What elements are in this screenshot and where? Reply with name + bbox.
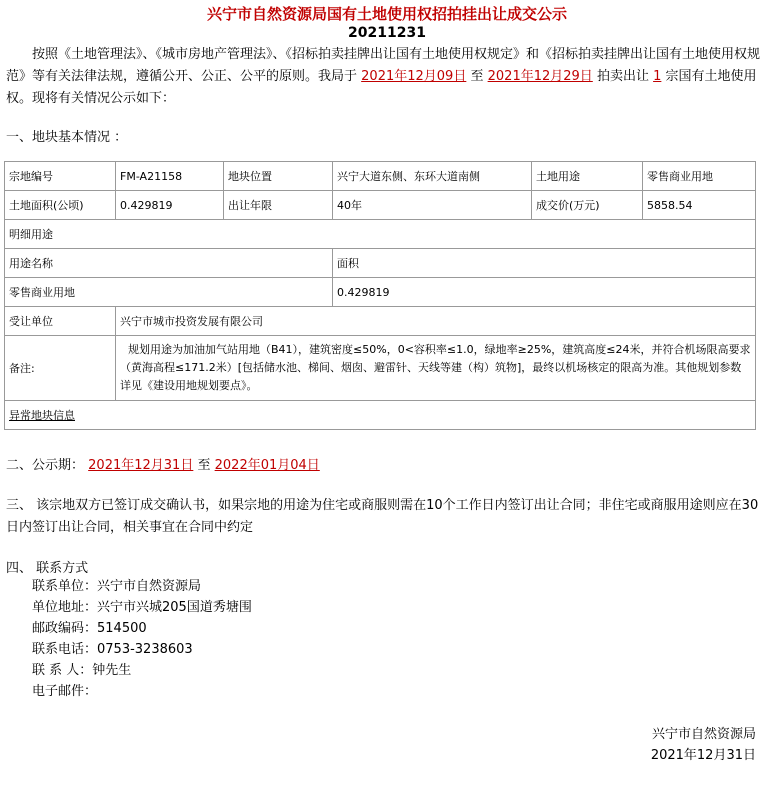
contact-unit: 联系单位：兴宁市自然资源局	[32, 579, 202, 594]
table-cell: 出让年限	[224, 191, 333, 220]
sign-org: 兴宁市自然资源局	[651, 727, 756, 742]
intro-text-1: 按照《土地管理法》、《城市房地产管理法》、《招标拍卖挂牌出让国有土地使用权规定》和《招标拍卖挂牌出让国有土地使用权规范》等有关法律法规，遵循公开、公正、公平的原则。我局于	[6, 47, 761, 84]
section-4-heading: 四、 联系方式	[6, 561, 89, 576]
contact-address: 单位地址：兴宁市兴城205国道秀塘围	[32, 600, 252, 615]
detail-use-heading: 明细用途	[5, 220, 756, 249]
contact-block	[32, 576, 774, 702]
table-row	[5, 162, 756, 191]
table-cell: 5858.54	[643, 191, 756, 220]
table-cell: 土地面积(公顷)	[5, 191, 116, 220]
contact-postcode: 邮政编码：514500	[32, 621, 147, 636]
land-info-table	[4, 161, 756, 430]
table-row	[5, 307, 756, 336]
table-cell: 用途名称	[5, 249, 333, 278]
remark-cell: 规划用途为加油加气站用地（B41），建筑密度≤50%，0<容积率≤1.0，绿地率≥25%，建筑高度≤24米，并符合机场限高要求（黄海高程≤171.2米）[包括储水池、梯间、烟囱、避雷针、天线等建（构）筑物]，最终以机场核定的限高为准。其他规划参数详见《建设用地规划要点》。	[116, 336, 756, 401]
table-cell: 零售商业用地	[643, 162, 756, 191]
table-cell: 成交价(万元)	[532, 191, 643, 220]
intro-to: 至	[470, 69, 484, 84]
intro-paragraph	[6, 44, 766, 110]
table-row	[5, 191, 756, 220]
sign-date: 2021年12月31日	[650, 748, 756, 763]
table-cell: 兴宁市城市投资发展有限公司	[116, 307, 756, 336]
table-cell: 受让单位	[5, 307, 116, 336]
intro-text-2: 拍卖出让	[596, 69, 649, 84]
section-2-label: 二、公示期：	[6, 458, 85, 473]
table-cell: 0.429819	[333, 278, 756, 307]
table-cell: 土地用途	[532, 162, 643, 191]
table-cell: 兴宁大道东侧、东环大道南侧	[333, 162, 532, 191]
section-2	[6, 454, 774, 473]
publicity-to: 至	[197, 458, 211, 473]
publicity-end-date: 2022年01月04日	[214, 458, 320, 473]
page-title: 兴宁市自然资源局国有土地使用权招拍挂出让成交公示	[206, 5, 567, 23]
table-cell: 0.429819	[116, 191, 224, 220]
intro-count: 1	[653, 69, 662, 84]
contact-person: 联 系 人：钟先生	[32, 663, 132, 678]
table-cell: 40年	[333, 191, 532, 220]
table-row	[5, 336, 756, 401]
table-cell: 零售商业用地	[5, 278, 333, 307]
table-cell: 宗地编号	[5, 162, 116, 191]
doc-number: 20211231	[348, 25, 426, 41]
contact-phone: 联系电话：0753-3238603	[32, 642, 193, 657]
publicity-start-date: 2021年12月31日	[88, 458, 194, 473]
table-row	[5, 401, 756, 430]
signature-block	[651, 724, 756, 766]
table-cell: 地块位置	[224, 162, 333, 191]
table-row	[5, 249, 756, 278]
table-cell	[5, 401, 756, 430]
intro-text-3: 宗国有土地使用权。现将有关情况公示如下：	[6, 69, 757, 106]
anomaly-info-link[interactable]: 异常地块信息	[9, 409, 75, 422]
section-3: 三、 该宗地双方已签订成交确认书，如果宗地的用途为住宅或商服则需在10个工作日内签订出让合同；非住宅或商服用途则应在30日内签订出让合同，相关事宜在合同中约定	[6, 498, 759, 535]
table-cell: 面积	[333, 249, 756, 278]
section-1-heading: 一、地块基本情况 ：	[6, 130, 128, 145]
table-row	[5, 220, 756, 249]
table-row	[5, 278, 756, 307]
contact-email: 电子邮件：	[32, 684, 98, 699]
intro-end-date: 2021年12月29日	[487, 69, 593, 84]
table-cell: 备注:	[5, 336, 116, 401]
intro-start-date: 2021年12月09日	[361, 69, 467, 84]
table-cell: FM-A21158	[116, 162, 224, 191]
